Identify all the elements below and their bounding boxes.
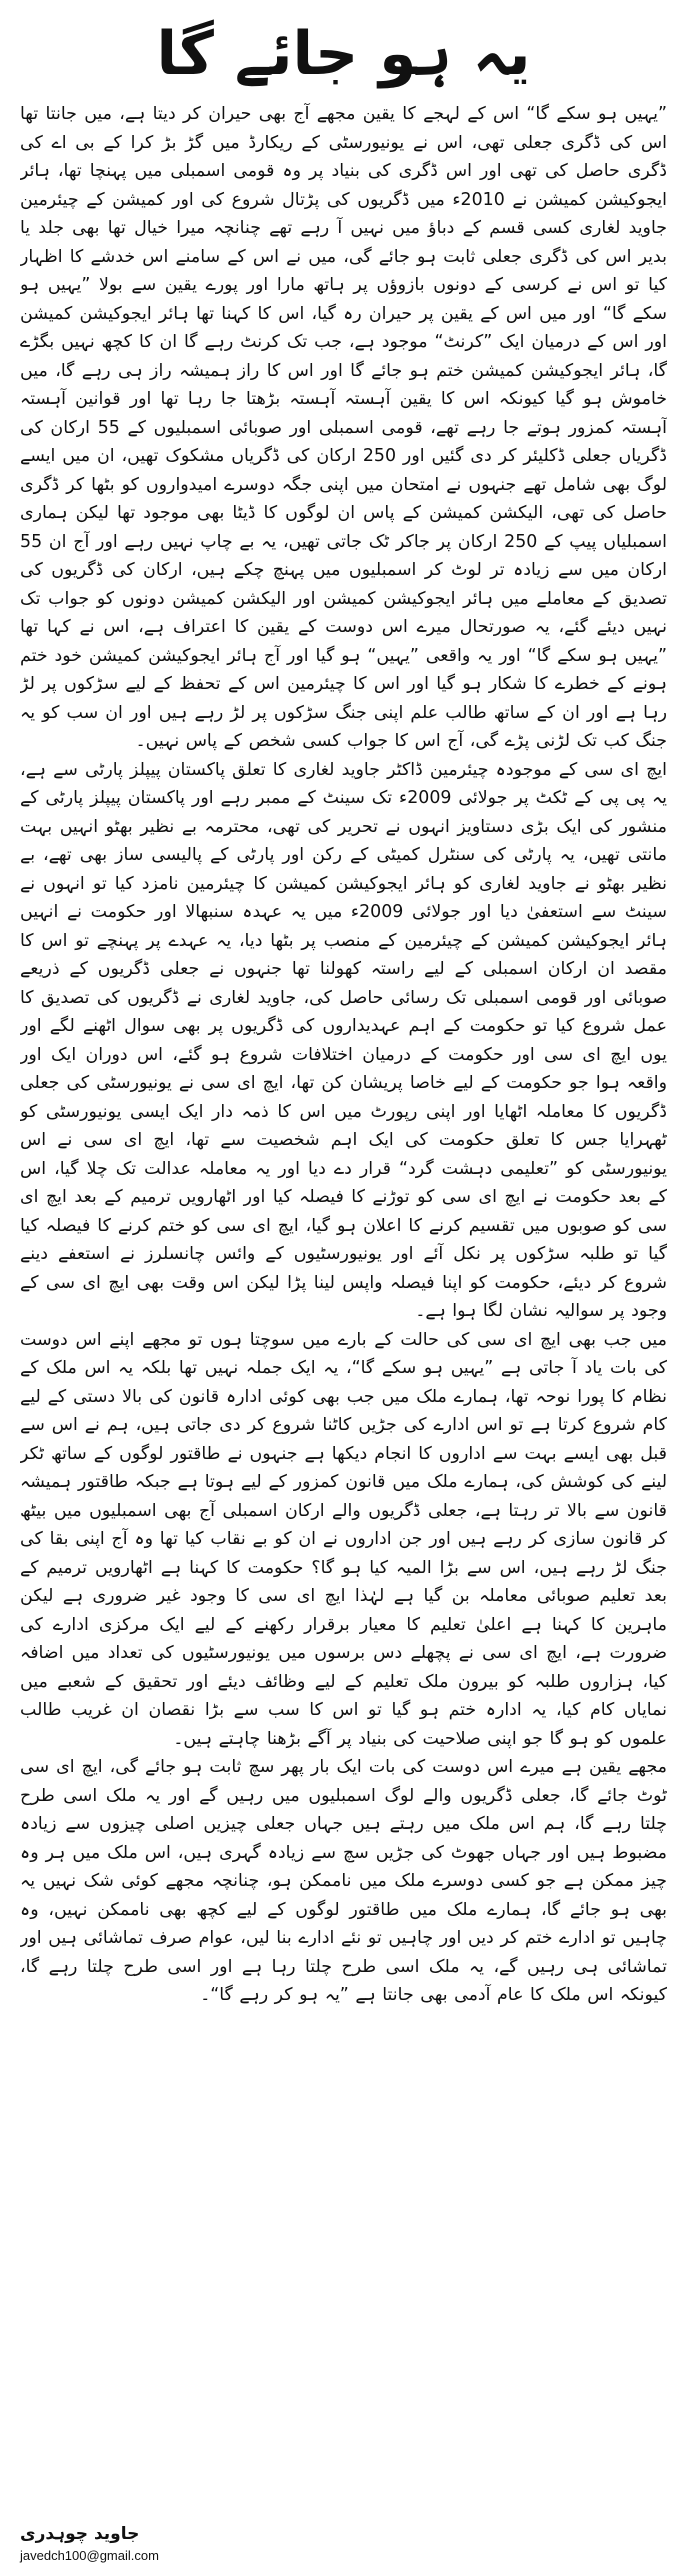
article-paragraph: ”یہیں ہو سکے گا“ اس کے لہجے کا یقین مجھے آج بھی حیران کر دیتا ہے، میں جانتا تھا اس کی ڈگری جعلی تھی، اس نے یونیورسٹی کے ریکارڈ میں گڑ بڑ کرا کے بی اے کی ڈگری حاصل کی تھی اور اس ڈگری کی بنیاد پر وہ قومی اسمبلی میں پہنچا تھا، ہائر ایجوکیشن کمیشن نے 2010ء میں ڈگریوں کی پڑتال شروع کی اور کمیشن کے چیئرمین جاوید لغاری کسی قسم کے دباؤ میں نہیں آ رہے تھے چنانچہ میرا خیال تھا بھی جلد یا بدیر اس کی ڈگری جعلی ثابت ہو جائے گی، میں نے اس کے سامنے اس خدشے کا اظہار کیا تو اس نے کرسی کے دونوں بازوؤں پر ہاتھ مارا اور پورے یقین سے بولا ”یہیں ہو سکے گا“ اور میں اس کے یقین پر حیران رہ گیا، اس کا کہنا تھا ہائر ایجوکیشن کمیشن اور اس کے درمیان ایک ”کرنٹ“ موجود ہے، جب تک کرنٹ رہے گا ان کا کچھ نہیں بگڑے گا، ہائر ایجوکیشن کمیشن ختم ہو جائے گا اور اس کا راز ہمیشہ راز ہی رہے گا، میں خاموش ہو گیا کیونکہ اس کا یقین آہستہ آہستہ بڑھتا جا رہا تھا اور قوانین آہستہ آہستہ کمزور ہوتے جا رہے تھے، قومی اسمبلی اور صوبائی اسمبلیوں کے 55 ارکان کی ڈگریاں جعلی ڈکلیئر کر دی گئیں اور 250 ارکان کی ڈگریاں مشکوک تھیں، ان میں ایسے لوگ بھی شامل تھے جنہوں نے امتحان میں اپنی جگہ دوسرے امیدواروں کو بٹھا کر ڈگری حاصل کی تھی، الیکشن کمیشن کے پاس ان لوگوں کا ڈیٹا بھی موجود تھا لیکن ہماری اسمبلیاں پیپ کے 250 ارکان پر جاکر ٹک جاتی تھیں، یہ بے چاپ نہیں رہے اور آج ان 55 ارکان میں سے زیادہ تر لوٹ کر اسمبلیوں میں پہنچ چکے ہیں، ارکان کی ڈگریوں کی تصدیق کے معاملے میں ہائر ایجوکیشن کمیشن اور الیکشن کمیشن دونوں کو جواب تک نہیں دیئے گئے، یہ صورتحال میرے اس دوست کے یقین کا اعتراف ہے، اس نے کہا تھا ”یہیں ہو سکے گا“ اور یہ واقعی ”یہیں“ ہو گیا اور آج ہائر ایجوکیشن کمیشن خود ختم ہونے کے خطرے کا شکار ہو گیا اور اس کا چیئرمین اس کے تحفظ کے لیے سڑکوں پر لڑ رہا ہے اور ان کے ساتھ طالب علم اپنی جنگ سڑکوں پر لڑ رہے ہیں اور ان سب کو یہ جنگ کب تک لڑنی پڑے گی، آج اس کا جواب کسی شخص کے پاس نہیں۔ bbox=[20, 104, 667, 751]
column-body bbox=[20, 100, 667, 2485]
article-paragraph: میں جب بھی ایچ ای سی کی حالت کے بارے میں سوچتا ہوں تو مجھے اپنے اس دوست کی بات یاد آ جاتی ہے ”یہیں ہو سکے گا“، یہ ایک جملہ نہیں تھا بلکہ یہ اس ملک کے نظام کا پورا نوحہ تھا، ہمارے ملک میں جب بھی کوئی ادارہ قانون کی بالا دستی کے لیے کام شروع کرتا ہے تو اس ادارے کی جڑیں کاٹنا شروع کر دی جاتی ہیں، ہم نے اس سے قبل بھی ایسے بہت سے اداروں کا انجام دیکھا ہے جنہوں نے طاقتور لوگوں کے ساتھ ٹکر لینے کی کوشش کی، ہمارے ملک میں قانون کمزور کے لیے ہوتا ہے جبکہ طاقتور ہمیشہ قانون سے بالا تر رہتا ہے، جعلی ڈگریوں والے ارکان اسمبلی آج بھی اسمبلیوں میں بیٹھ کر قانون سازی کر رہے ہیں اور جن اداروں نے ان کو بے نقاب کیا تھا وہ آج اپنی بقا کی جنگ لڑ رہے ہیں، اس سے بڑا المیہ کیا ہو گا؟ حکومت کا کہنا ہے اٹھارویں ترمیم کے بعد تعلیم صوبائی معاملہ بن گیا ہے لہٰذا ایچ ای سی کا وجود غیر ضروری ہے لیکن ماہرین کا کہنا ہے اعلیٰ تعلیم کا معیار برقرار رکھنے کے لیے ایک مرکزی ادارے کی ضرورت ہے، ایچ ای سی نے پچھلے دس برسوں میں یونیورسٹیوں کی تعداد میں اضافہ کیا، ہزاروں طلبہ کو بیرون ملک تعلیم کے لیے وظائف دیئے اور تحقیق کے شعبے میں نمایاں کام کیا، یہ ادارہ ختم ہو گیا تو اس کا سب سے بڑا نقصان ان غریب طالب علموں کو ہو گا جو اپنی صلاحیت کی بنیاد پر آگے بڑھنا چاہتے ہیں۔ bbox=[20, 1329, 667, 1749]
author-email: javedch100@gmail.com bbox=[20, 2548, 159, 2563]
article-paragraph: مجھے یقین ہے میرے اس دوست کی بات ایک بار پھر سچ ثابت ہو جائے گی، ایچ ای سی ٹوٹ جائے گا، جعلی ڈگریوں والے لوگ اسمبلیوں میں رہیں گے اور یہ ملک اسی طرح چلتا رہے گا، ہم اس ملک میں رہتے ہیں جہاں جعلی چیزیں اصلی چیزوں سے زیادہ مضبوط ہیں اور جہاں جھوٹ کی جڑیں سچ سے زیادہ گہری ہیں، اس ملک میں ہر وہ چیز ممکن ہے جو کسی دوسرے ملک میں ناممکن ہو، چنانچہ مجھے کوئی شک نہیں یہ بھی ہو جائے گا، ہمارے ملک میں طاقتور لوگوں کے لیے کچھ بھی ناممکن نہیں، وہ چاہیں تو ادارے ختم کر دیں اور چاہیں تو نئے ادارے بنا لیں، عوام صرف تماشائی ہیں اور تماشائی ہی رہیں گے، یہ ملک اسی طرح چلتا رہا ہے اور اسی طرح چلتا رہے گا، کیونکہ اس ملک کا عام آدمی بھی جانتا ہے ”یہ ہو کر رہے گا“۔ bbox=[20, 1757, 667, 2005]
article-paragraph: ایچ ای سی کے موجودہ چیئرمین ڈاکٹر جاوید لغاری کا تعلق پاکستان پیپلز پارٹی سے ہے، یہ پی پی کے ٹکٹ پر جولائی 2009ء تک سینٹ کے ممبر رہے اور پاکستان پیپلز پارٹی کے منشور کی ایک بڑی دستاویز انہوں نے تحریر کی تھی، محترمہ بے نظیر بھٹو انہیں بہت مانتی تھیں، یہ پارٹی کی سنٹرل کمیٹی کے رکن اور پارٹی کے پالیسی ساز بھی تھے، بے نظیر بھٹو نے جاوید لغاری کو ہائر ایجوکیشن کمیشن کا چیئرمین نامزد کیا تو انہوں نے سینٹ سے استعفیٰ دیا اور جولائی 2009ء میں یہ عہدہ سنبھالا اور حکومت نے انہیں ہائر ایجوکیشن کمیشن کے چیئرمین کے منصب پر بٹھا دیا، یہ عہدے پر پہنچے تو اس کا مقصد ان ارکان اسمبلی کے لیے راستہ کھولنا تھا جنہوں نے جعلی ڈگریوں کے ذریعے صوبائی اور قومی اسمبلی تک رسائی حاصل کی، جاوید لغاری نے ڈگریوں کی تصدیق کا عمل شروع کیا تو حکومت کے اہم عہدیداروں کی ڈگریوں پر بھی سوال اٹھنے لگے اور یوں ایچ ای سی اور حکومت کے درمیان اختلافات شروع ہو گئے، اس دوران ایک اور واقعہ ہوا جو حکومت کے لیے خاصا پریشان کن تھا، ایچ ای سی نے یونیورسٹی کی جعلی ڈگریوں کا معاملہ اٹھایا اور اپنی رپورٹ میں اس کا ذمہ دار ایک ایسی یونیورسٹی کو ٹھہرایا جس کا تعلق حکومت کی ایک اہم شخصیت سے تھا، ایچ ای سی نے اس یونیورسٹی کو ”تعلیمی دہشت گرد“ قرار دے دیا اور یہ معاملہ عدالت تک چلا گیا، اس کے بعد حکومت نے ایچ ای سی کو توڑنے کا فیصلہ کیا اور اٹھارویں ترمیم کے بعد ایچ ای سی کو صوبوں میں تقسیم کرنے کا اعلان ہو گیا، ایچ ای سی کو ختم کرنے کا فیصلہ کیا گیا تو طلبہ سڑکوں پر نکل آئے اور یونیورسٹیوں کے وائس چانسلرز نے استعفے دینے شروع کر دیئے، حکومت کو اپنا فیصلہ واپس لینا پڑا لیکن اس وقت بھی ایچ ای سی کے وجود پر سوالیہ نشان لگا ہوا ہے۔ bbox=[20, 759, 667, 1321]
author-name: جاوید چوہدری bbox=[20, 2524, 140, 2544]
column-title: یہ ہو جائے گا bbox=[156, 19, 531, 89]
byline bbox=[20, 2523, 159, 2567]
